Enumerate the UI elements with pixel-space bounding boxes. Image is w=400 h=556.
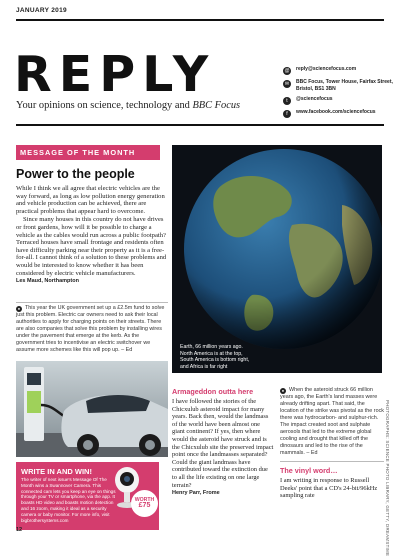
message-of-the-month-banner: MESSAGE OF THE MONTH <box>16 145 160 160</box>
editor-reply: ● This year the UK government set up a £2.5m fund to solve just this problem. Electric car owners need to ask their local authorities to apply for charging points on their streets. There are also companies that solve this problem by installing wires under the pavement that emerge at the kerb. As the government tries to incentivise an electric switchover we assume more schemes like this will pop up. – Ed <box>16 305 165 353</box>
contact-twitter[interactable]: t @sciencefocus <box>283 96 393 105</box>
earth-caption: Earth, 66 million years ago. North America is at the top, South America is bottom right, and Africa is far right <box>180 344 250 370</box>
letter-signature: Les Maud, Northampton <box>16 278 79 285</box>
car-charging-illustration <box>16 361 168 457</box>
editor-dot-icon: ● <box>281 388 285 393</box>
letter-headline: Power to the people <box>16 167 135 181</box>
competition-body: The writer of next issue's Message Of The Month wins a Swannover Camera. This connected cam lets you keep an eye on things through your TV or smartphone, via the app. It boasts HD video and boasts motion detection and 16 zoom, making it ideal as a security camera or baby monitor. For more info, visit bigbrothersystems.com <box>21 477 116 523</box>
top-rule <box>16 19 384 21</box>
section-title: REPLY <box>14 46 216 103</box>
motm-letter <box>16 185 168 286</box>
facebook-icon: f <box>283 110 291 118</box>
letter-paragraph: While I think we all agree that electric vehicles are the way forward, as long as low pollution energy generation and vehicle production can be achieved, there are practical problems that appear hard to overcome. <box>16 185 165 215</box>
divider <box>16 302 168 303</box>
electric-car-photo <box>16 361 168 457</box>
letter-paragraph: Since many houses in this country do not have drives or front gardens, how will it be possible to charge a vehicle as the cables would run across a public footpath? Terraced houses have small frontage and residents often have difficulty parking near their property as it is a free-for-all. I cannot think of a solution to these problems and would be interested to know whether it has been considered by electric vehicle manufacturers. <box>16 216 167 277</box>
contact-list <box>283 66 393 122</box>
armageddon-letter <box>172 387 274 496</box>
letter-heading: Armageddon outta here <box>172 387 254 396</box>
worth-badge: WORTH £75 <box>131 490 158 517</box>
contact-post: ✉ BBC Focus, Tower House, Fairfax Street, Bristol, BS1 3BN <box>284 79 393 92</box>
letter-body: I am writing in response to Russell Deeks' point that a CD's 24-bit/96kHz sampling rate <box>280 477 378 500</box>
contact-facebook[interactable]: f www.facebook.com/sciencefocus <box>283 109 393 118</box>
section-subtitle: Your opinions on science, technology and BBC Focus <box>16 100 241 111</box>
editor-reply: ● When the asteroid struck 66 million years ago, the Earth's land masses were already drifting apart. That said, the location of the strike was pivotal as the rock there was hydrocarbon- and sulphur-rich. The impact created soot and sulphate aerosols that led to the extreme global cooling and drought that killed off the dinosaurs and led to the rise of the mammals. – Ed <box>280 387 384 456</box>
issue-date: JANUARY 2019 <box>16 7 67 14</box>
reply-column <box>280 387 384 500</box>
email-icon: @ <box>284 68 290 74</box>
header-rule <box>16 124 384 126</box>
earth-illustration <box>172 145 382 373</box>
letter-heading: The vinyl word… <box>280 466 338 475</box>
contact-email[interactable]: @ reply@sciencefocus.com <box>284 66 357 74</box>
photo-credits: PHOTOGRAPHS: SCIENCE PHOTO LIBRARY, GETTY, DREAMSTIME <box>385 400 390 556</box>
divider <box>280 461 384 462</box>
letter-body: I have followed the stories of the Chicxulub asteroid impact for many years. Back then, would the landmass of the world have been almost one giant continent? If yes, then where would the asteroid have struck and is the Chicxulub site the preserved impact point once the landmasses separated? Could the giant landmass have contributed toward the extinction due to all the life existing on one large terrain? <box>172 398 274 489</box>
earth-image <box>172 145 382 373</box>
editor-dot-icon: ● <box>17 306 21 311</box>
twitter-icon: t <box>283 97 291 105</box>
page-number: 12 <box>16 527 23 533</box>
competition-title: WRITE IN AND WIN! <box>21 467 92 476</box>
letter-signature: Henry Parr, Frome <box>172 490 220 497</box>
post-icon: ✉ <box>284 81 290 87</box>
